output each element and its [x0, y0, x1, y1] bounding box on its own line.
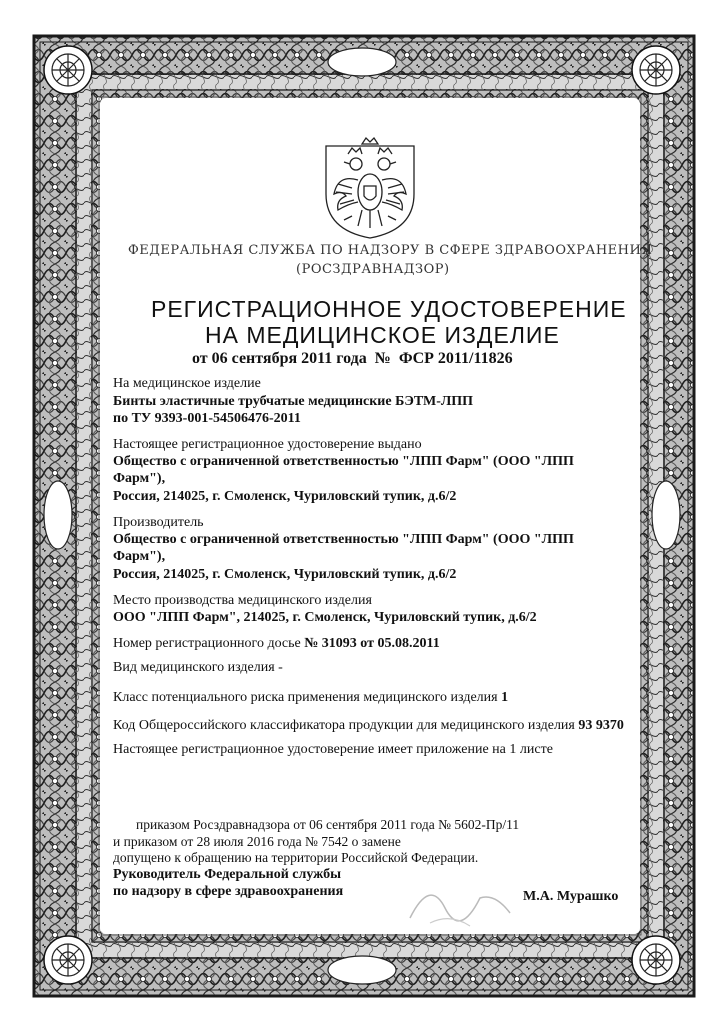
- holder-name-line1: Общество с ограниченной ответственностью "ЛПП Фарм" (ООО "ЛПП: [113, 454, 574, 469]
- dossier-line: [113, 636, 440, 652]
- risk-class-value: 1: [501, 690, 509, 705]
- date-prefix: от: [192, 350, 208, 367]
- device-type-label: Вид медицинского изделия -: [113, 660, 283, 675]
- manufacturer-address: Россия, 214025, г. Смоленск, Чуриловский тупик, д.6/2: [113, 567, 457, 582]
- certificate-number: ФСР 2011/11826: [398, 350, 513, 367]
- okp-code-line: [113, 718, 624, 734]
- order-line-2: и приказом от 28 июля 2016 года № 7542 о замене: [113, 834, 401, 849]
- agency-name: ФЕДЕРАЛЬНАЯ СЛУЖБА ПО НАДЗОРУ В СФЕРЕ ЗДРАВООХРАНЕНИЯ: [128, 243, 653, 258]
- state-emblem-icon: [322, 134, 418, 242]
- order-line-1: приказом Росздравнадзора от 06 сентября 2011 года № 5602-Пр/11: [136, 817, 520, 832]
- holder-name-line2: Фарм"),: [113, 471, 166, 486]
- risk-class-line: [113, 690, 508, 706]
- dossier-value: № 31093 от 05.08.2011: [304, 636, 440, 651]
- device-spec: по ТУ 9393-001-54506476-2011: [113, 411, 301, 426]
- manufacturer-name-line2: Фарм"),: [113, 549, 166, 564]
- manufacturer-label: Производитель: [113, 515, 204, 530]
- certificate-subtitle: НА МЕДИЦИНСКОЕ ИЗДЕЛИЕ: [205, 322, 560, 348]
- production-site-value: ООО "ЛПП Фарм", 214025, г. Смоленск, Чуриловский тупик, д.6/2: [113, 610, 537, 625]
- number-sign: №: [374, 350, 391, 367]
- okp-code-value: 93 9370: [578, 718, 624, 733]
- issue-date: 06 сентября 2011 года: [211, 350, 367, 367]
- risk-class-label: Класс потенциального риска применения медицинского изделия: [113, 690, 498, 705]
- signatory-title-line2: по надзору в сфере здравоохранения: [113, 884, 344, 899]
- certificate-dateline: [192, 350, 513, 368]
- okp-code-label: Код Общероссийского классификатора продукции для медицинского изделия: [113, 718, 575, 733]
- production-site-label: Место производства медицинского изделия: [113, 593, 372, 608]
- agency-abbreviation: (РОСЗДРАВНАДЗОР): [296, 262, 450, 277]
- holder-label: Настоящее регистрационное удостоверение выдано: [113, 437, 422, 452]
- holder-address: Россия, 214025, г. Смоленск, Чуриловский тупик, д.6/2: [113, 489, 457, 504]
- device-label: На медицинское изделие: [113, 376, 261, 391]
- manufacturer-name-line1: Общество с ограниченной ответственностью "ЛПП Фарм" (ООО "ЛПП: [113, 532, 574, 547]
- signature-mark: [400, 868, 520, 938]
- signatory-name: М.А. Мурашко: [523, 889, 619, 904]
- order-line-3: допущено к обращению на территории Российской Федерации.: [113, 850, 479, 865]
- certificate-title: РЕГИСТРАЦИОННОЕ УДОСТОВЕРЕНИЕ: [151, 296, 627, 322]
- device-name: Бинты эластичные трубчатые медицинские БЭТМ-ЛПП: [113, 394, 474, 409]
- signatory-title-line1: Руководитель Федеральной службы: [113, 867, 342, 882]
- dossier-label: Номер регистрационного досье: [113, 636, 301, 651]
- appendix-text: Настоящее регистрационное удостоверение имеет приложение на 1 листе: [113, 742, 553, 757]
